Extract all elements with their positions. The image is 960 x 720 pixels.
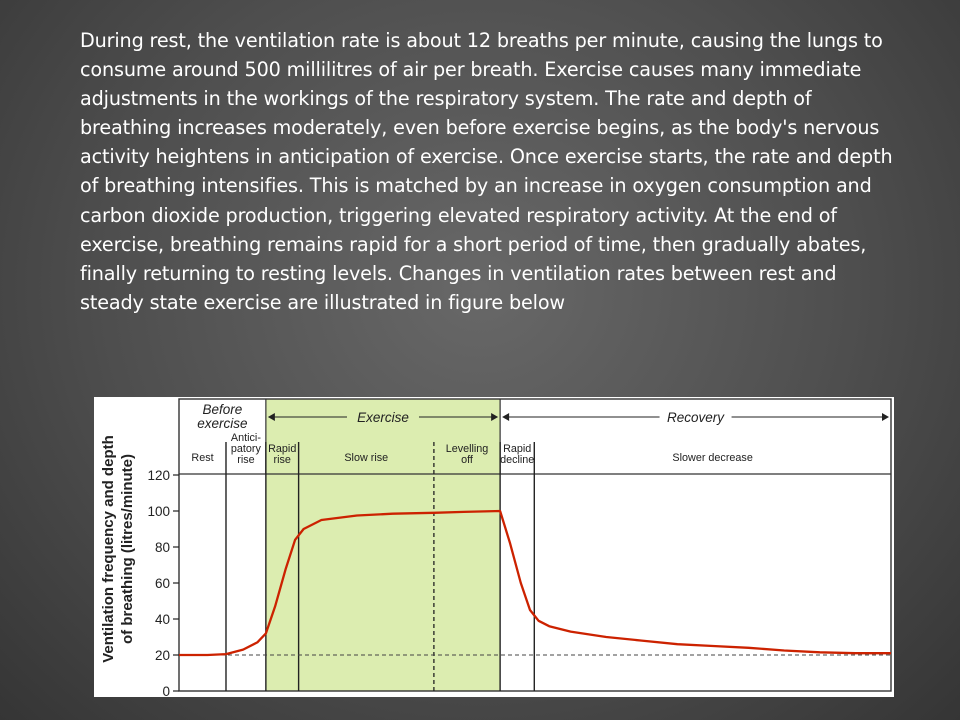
y-tick-label: 20: [154, 648, 170, 663]
subphase-label-rapid-rise: rise: [273, 454, 291, 466]
subphase-label-rapid-decline: Rapid: [503, 443, 532, 455]
y-tick-label: 120: [147, 468, 170, 483]
y-axis-title-line2: of breathing (litres/minute): [119, 453, 136, 645]
subphase-label-rapid-rise: Rapid: [268, 443, 297, 455]
phase-arrow-head: [502, 413, 509, 421]
slide-body-text: During rest, the ventilation rate is about 12 breaths per minute, causing the lungs to consume around 500 millilitres of air per breath. Exercise causes many immediate adjustments in the workings of the respiratory system. The rate and depth of breathing increases moderately, even before exercise begins, as the body's nervous activity heightens in anticipation of exercise. Once exercise starts, the rate and depth of breathing intensifies. This is matched by an increase in oxygen consumption and carbon dioxide production, triggering elevated respiratory activity. At the end of exercise, breathing remains rapid for a short period of time, then gradually abates, finally returning to resting levels. Changes in ventilation rates between rest and steady state exercise are illustrated in figure below: [80, 29, 893, 314]
subphase-label-antici-patory-rise: rise: [237, 454, 255, 466]
phase-label-recovery: Recovery: [667, 410, 725, 425]
ventilation-chart: [94, 397, 894, 697]
subphase-label-rapid-decline: decline: [500, 454, 535, 466]
y-tick-label: 80: [154, 540, 170, 555]
subphase-label-antici-patory-rise: patory: [230, 443, 261, 455]
y-tick-label: 100: [147, 504, 170, 519]
y-axis-title-line1: Ventilation frequency and depth: [100, 435, 117, 663]
y-tick-label: 60: [154, 576, 170, 591]
phase-arrow-head: [882, 413, 889, 421]
subphase-label-rest: Rest: [191, 452, 214, 464]
ventilation-chart-svg: [94, 397, 894, 697]
subphase-label-antici-patory-rise: Antici-: [230, 432, 261, 444]
subphase-label-levelling-off: Levelling: [445, 443, 489, 455]
y-tick-label: 0: [162, 684, 170, 697]
subphase-label-levelling-off: off: [461, 454, 473, 466]
phase-label-before-exercise: exercise: [197, 416, 248, 431]
subphase-label-slower-decrease: Slower decrease: [672, 452, 753, 464]
subphase-label-slow-rise: Slow rise: [344, 452, 389, 464]
phase-label-exercise: Exercise: [357, 410, 409, 425]
y-tick-label: 40: [154, 612, 170, 627]
phase-label-before-exercise: Before: [202, 402, 243, 417]
